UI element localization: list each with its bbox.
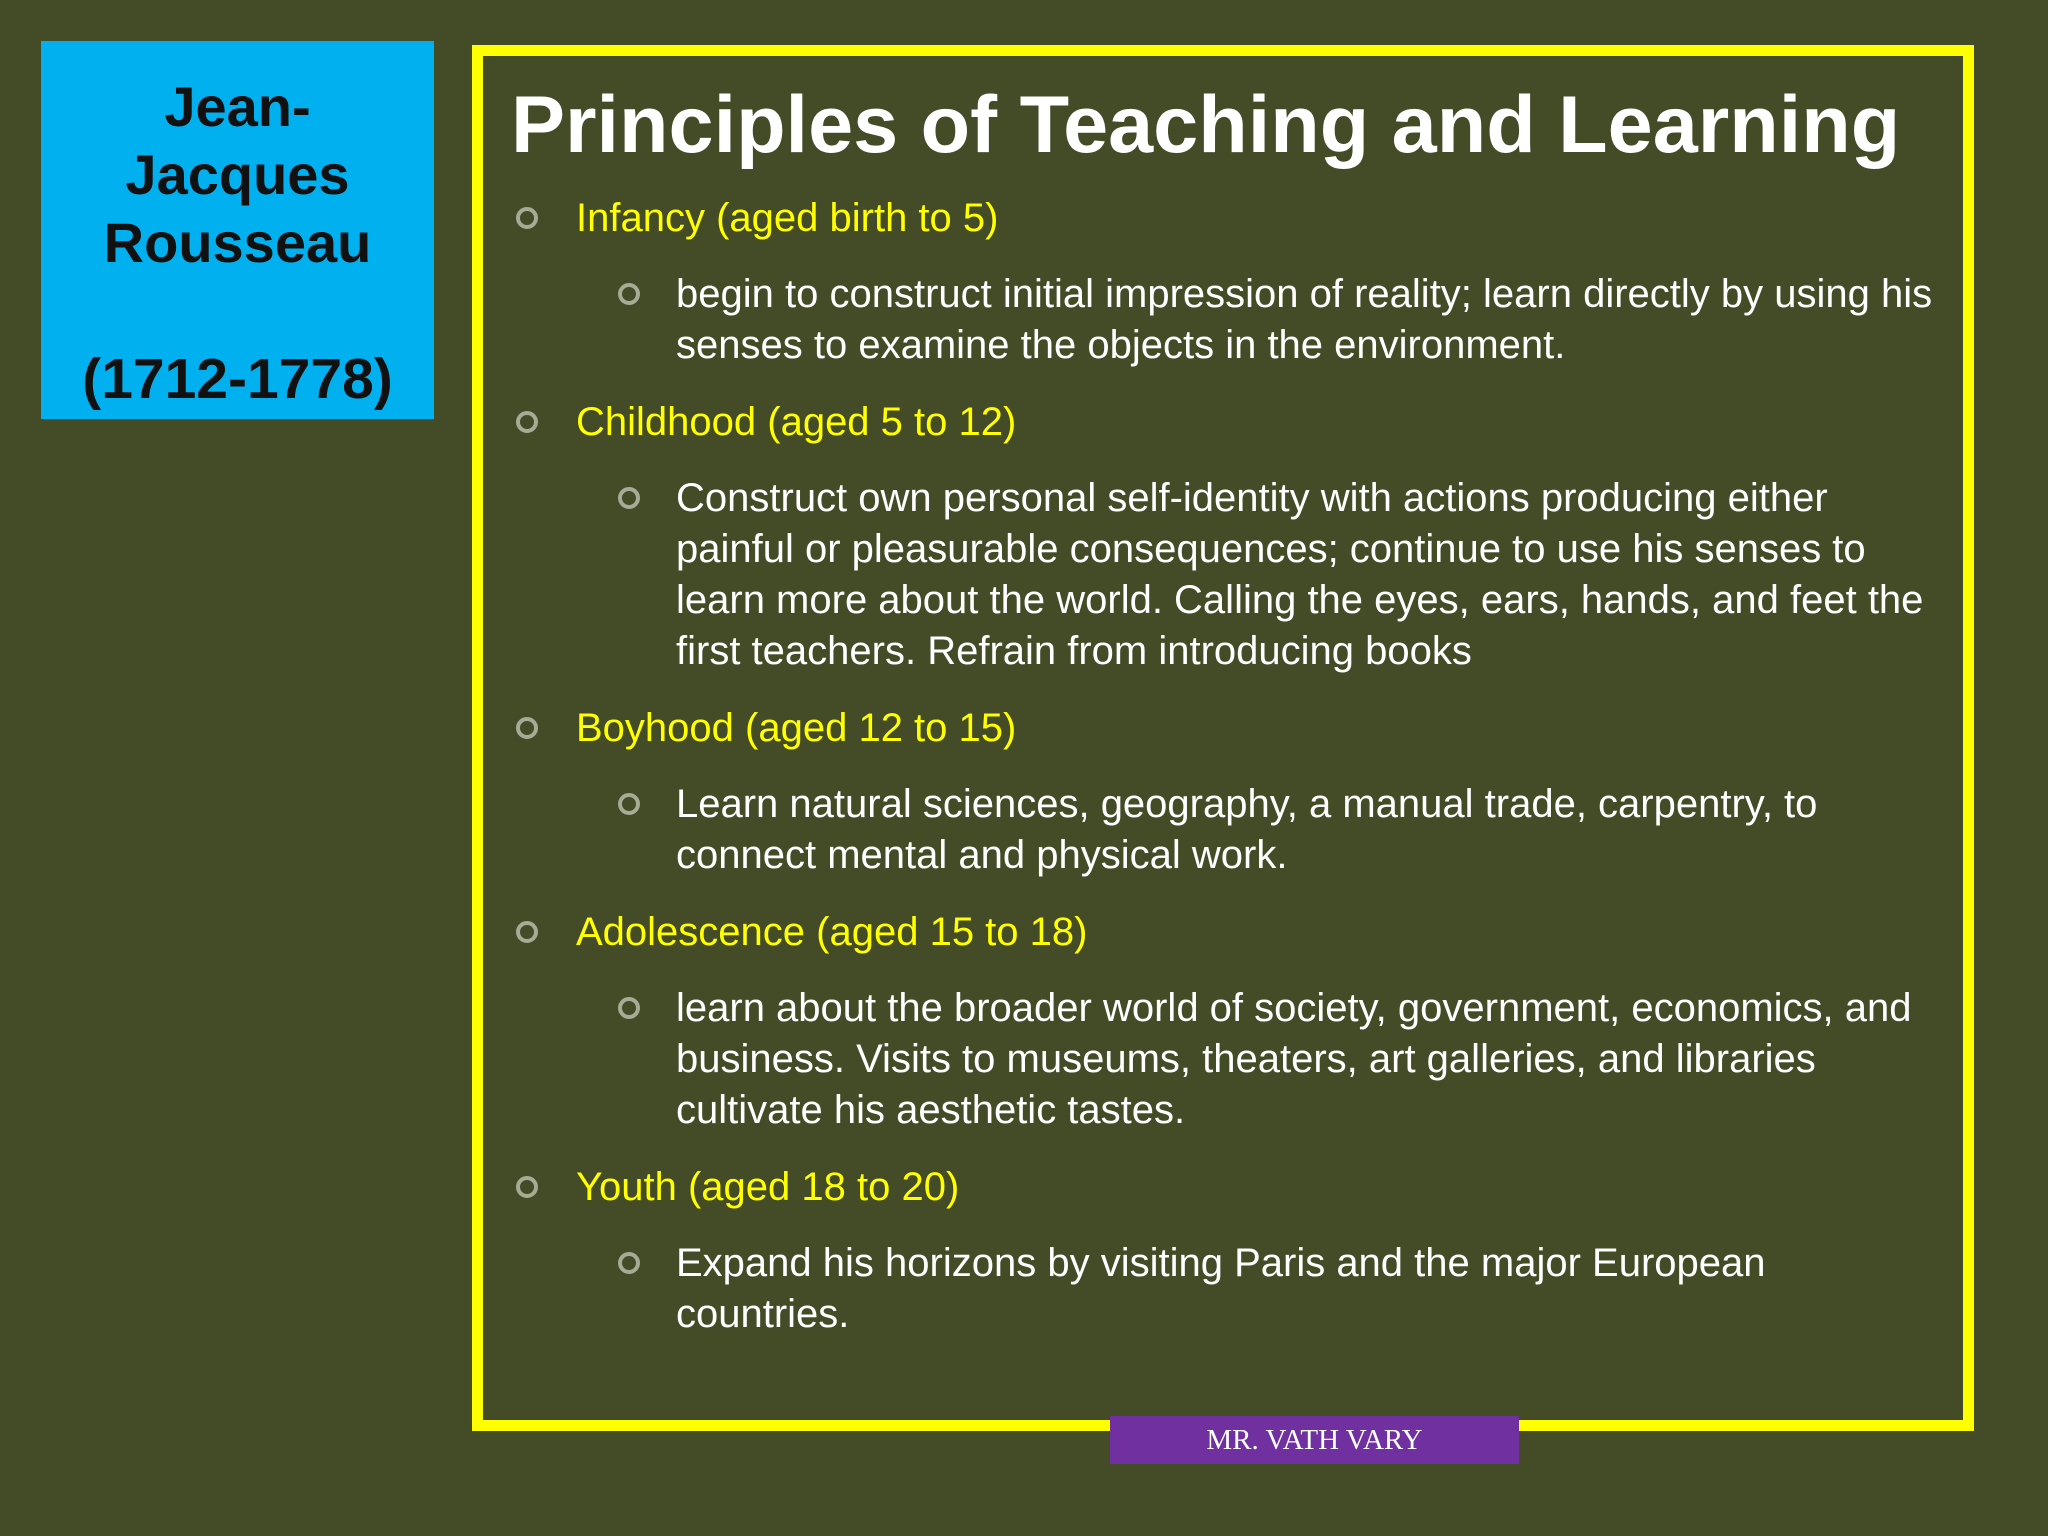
stage-detail-youth [483,1238,1963,1340]
stage-detail-text: Construct own personal self-identity with actions producing either painful or pleasurable consequences; continue to use his senses to learn more about the world. Calling the eyes, ears, hands, and feet the first teachers. Refrain from introducing books [676,476,1924,673]
philosopher-name-line-3: Rousseau [103,211,372,274]
stage-group-boyhood [483,702,1963,881]
hollow-circle-bullet-icon [618,487,640,509]
philosopher-name-line-1: Jean- [164,75,311,138]
philosopher-name-box [41,41,434,419]
philosopher-years: (1712-1778) [82,347,393,411]
hollow-circle-bullet-icon [618,793,640,815]
stage-group-childhood [483,396,1963,677]
hollow-circle-bullet-icon [618,283,640,305]
stage-item-infancy [483,192,1963,244]
hollow-circle-bullet-icon [516,921,538,943]
stage-item-adolescence [483,906,1963,958]
hollow-circle-bullet-icon [516,1176,538,1198]
stage-group-youth [483,1161,1963,1340]
hollow-circle-bullet-icon [618,1252,640,1274]
stage-detail-boyhood [483,779,1963,881]
content-frame [472,45,1974,1431]
hollow-circle-bullet-icon [516,411,538,433]
stage-list [483,192,1963,1365]
stage-detail-infancy [483,269,1963,371]
stage-detail-text: Expand his horizons by visiting Paris and the major European countries. [676,1241,1766,1336]
stage-item-youth [483,1161,1963,1213]
hollow-circle-bullet-icon [516,717,538,739]
author-footer: MR. VATH VARY [1110,1416,1519,1464]
stage-group-adolescence [483,906,1963,1136]
stage-label: Childhood (aged 5 to 12) [576,400,1017,444]
stage-label: Youth (aged 18 to 20) [576,1165,960,1209]
stage-label: Adolescence (aged 15 to 18) [576,910,1088,954]
stage-detail-text: begin to construct initial impression of reality; learn directly by using his senses to examine the objects in the environment. [676,272,1933,367]
stage-detail-childhood [483,473,1963,677]
hollow-circle-bullet-icon [516,207,538,229]
stage-detail-adolescence [483,983,1963,1136]
hollow-circle-bullet-icon [618,997,640,1019]
stage-item-boyhood [483,702,1963,754]
stage-label: Infancy (aged birth to 5) [576,196,999,240]
stage-item-childhood [483,396,1963,448]
slide-title: Principles of Teaching and Learning [511,80,1901,170]
philosopher-name-line-2: Jacques [125,143,350,206]
stage-label: Boyhood (aged 12 to 15) [576,706,1017,750]
stage-group-infancy [483,192,1963,371]
stage-detail-text: learn about the broader world of society, government, economics, and business. Visits to museums, theaters, art galleries, and libraries cultivate his aesthetic tastes. [676,986,1912,1132]
stage-detail-text: Learn natural sciences, geography, a manual trade, carpentry, to connect mental and physical work. [676,782,1818,877]
